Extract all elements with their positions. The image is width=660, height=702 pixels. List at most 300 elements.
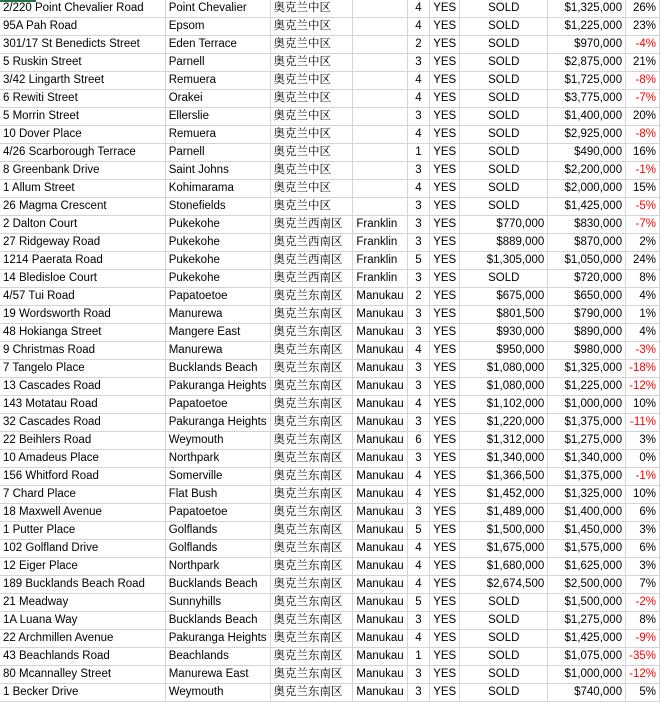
bedrooms-cell[interactable]: 3 [407,450,429,468]
address-cell[interactable]: 4/57 Tui Road [0,288,165,306]
region-cell[interactable]: 奥克兰东南区 [270,486,353,504]
suburb-cell[interactable]: Epsom [165,18,270,36]
address-cell[interactable]: 13 Cascades Road [0,378,165,396]
sold-price-cell[interactable]: $790,000 [548,306,626,324]
district-cell[interactable]: Franklin [353,216,407,234]
district-cell[interactable]: Manukau [353,432,407,450]
address-cell[interactable]: 21 Meadway [0,594,165,612]
sold-price-cell[interactable]: $1,325,000 [548,0,626,18]
table-row[interactable] [0,54,660,72]
percent-cell[interactable]: -4% [626,36,660,54]
yes-cell[interactable]: YES [430,414,460,432]
sold-price-cell[interactable]: $1,500,000 [548,594,626,612]
price-cell[interactable]: $1,452,000 [460,486,548,504]
district-cell[interactable]: Manukau [353,504,407,522]
sold-price-cell[interactable]: $1,275,000 [548,432,626,450]
price-cell[interactable]: SOLD [460,198,548,216]
price-cell[interactable]: $1,366,500 [460,468,548,486]
sold-price-cell[interactable]: $1,375,000 [548,468,626,486]
price-cell[interactable]: SOLD [460,72,548,90]
table-row[interactable] [0,522,660,540]
district-cell[interactable] [353,18,407,36]
address-cell[interactable]: 10 Dover Place [0,126,165,144]
suburb-cell[interactable]: Bucklands Beach [165,612,270,630]
district-cell[interactable]: Manukau [353,576,407,594]
percent-cell[interactable]: -7% [626,90,660,108]
yes-cell[interactable]: YES [430,648,460,666]
bedrooms-cell[interactable]: 4 [407,180,429,198]
suburb-cell[interactable]: Remuera [165,126,270,144]
sold-price-cell[interactable]: $720,000 [548,270,626,288]
address-cell[interactable]: 18 Maxwell Avenue [0,504,165,522]
suburb-cell[interactable]: Manurewa [165,342,270,360]
suburb-cell[interactable]: Manurewa [165,306,270,324]
bedrooms-cell[interactable]: 4 [407,342,429,360]
bedrooms-cell[interactable]: 4 [407,540,429,558]
table-row[interactable] [0,648,660,666]
sold-price-cell[interactable]: $1,075,000 [548,648,626,666]
suburb-cell[interactable]: Northpark [165,450,270,468]
yes-cell[interactable]: YES [430,216,460,234]
suburb-cell[interactable]: Ellerslie [165,108,270,126]
sold-price-cell[interactable]: $1,000,000 [548,396,626,414]
table-row[interactable] [0,234,660,252]
bedrooms-cell[interactable]: 4 [407,630,429,648]
suburb-cell[interactable]: Sunnyhills [165,594,270,612]
price-cell[interactable]: $770,000 [460,216,548,234]
yes-cell[interactable]: YES [430,306,460,324]
suburb-cell[interactable]: Weymouth [165,432,270,450]
sold-price-cell[interactable]: $980,000 [548,342,626,360]
address-cell[interactable]: 32 Cascades Road [0,414,165,432]
region-cell[interactable]: 奥克兰东南区 [270,378,353,396]
table-row[interactable] [0,468,660,486]
region-cell[interactable]: 奥克兰东南区 [270,432,353,450]
region-cell[interactable]: 奥克兰东南区 [270,612,353,630]
district-cell[interactable] [353,108,407,126]
region-cell[interactable]: 奥克兰东南区 [270,594,353,612]
table-row[interactable] [0,684,660,702]
percent-cell[interactable]: 23% [626,18,660,36]
table-row[interactable] [0,450,660,468]
district-cell[interactable]: Manukau [353,540,407,558]
table-row[interactable] [0,396,660,414]
sold-price-cell[interactable]: $2,500,000 [548,576,626,594]
suburb-cell[interactable]: Mangere East [165,324,270,342]
yes-cell[interactable]: YES [430,324,460,342]
bedrooms-cell[interactable]: 3 [407,414,429,432]
sold-price-cell[interactable]: $1,400,000 [548,108,626,126]
region-cell[interactable]: 奥克兰中区 [270,18,353,36]
table-row[interactable] [0,414,660,432]
suburb-cell[interactable]: Parnell [165,144,270,162]
yes-cell[interactable]: YES [430,486,460,504]
region-cell[interactable]: 奥克兰东南区 [270,504,353,522]
sold-price-cell[interactable]: $1,275,000 [548,612,626,630]
table-row[interactable] [0,342,660,360]
district-cell[interactable]: Manukau [353,414,407,432]
price-cell[interactable]: SOLD [460,612,548,630]
table-row[interactable] [0,630,660,648]
percent-cell[interactable]: 20% [626,108,660,126]
suburb-cell[interactable]: Kohimarama [165,180,270,198]
table-row[interactable] [0,324,660,342]
suburb-cell[interactable]: Pukekohe [165,252,270,270]
percent-cell[interactable]: 26% [626,0,660,18]
percent-cell[interactable]: 6% [626,504,660,522]
district-cell[interactable]: Franklin [353,252,407,270]
percent-cell[interactable]: -18% [626,360,660,378]
percent-cell[interactable]: -12% [626,666,660,684]
price-cell[interactable]: SOLD [460,126,548,144]
percent-cell[interactable]: 15% [626,180,660,198]
suburb-cell[interactable]: Pukekohe [165,234,270,252]
percent-cell[interactable]: 8% [626,612,660,630]
suburb-cell[interactable]: Bucklands Beach [165,360,270,378]
suburb-cell[interactable]: Pakuranga Heights [165,378,270,396]
table-row[interactable] [0,288,660,306]
sold-price-cell[interactable]: $1,000,000 [548,666,626,684]
address-cell[interactable]: 2 Dalton Court [0,216,165,234]
yes-cell[interactable]: YES [430,522,460,540]
address-cell[interactable]: 14 Bledisloe Court [0,270,165,288]
region-cell[interactable]: 奥克兰东南区 [270,468,353,486]
yes-cell[interactable]: YES [430,0,460,18]
percent-cell[interactable]: -3% [626,342,660,360]
sold-price-cell[interactable]: $1,575,000 [548,540,626,558]
table-row[interactable] [0,90,660,108]
district-cell[interactable]: Franklin [353,234,407,252]
bedrooms-cell[interactable]: 3 [407,504,429,522]
sold-price-cell[interactable]: $1,450,000 [548,522,626,540]
table-row[interactable] [0,432,660,450]
bedrooms-cell[interactable]: 4 [407,486,429,504]
suburb-cell[interactable]: Pukekohe [165,270,270,288]
address-cell[interactable]: 5 Ruskin Street [0,54,165,72]
address-cell[interactable]: 9 Christmas Road [0,342,165,360]
percent-cell[interactable]: -1% [626,162,660,180]
address-cell[interactable]: 102 Golfland Drive [0,540,165,558]
region-cell[interactable]: 奥克兰中区 [270,162,353,180]
region-cell[interactable]: 奥克兰中区 [270,90,353,108]
sold-price-cell[interactable]: $740,000 [548,684,626,702]
district-cell[interactable]: Manukau [353,468,407,486]
bedrooms-cell[interactable]: 3 [407,324,429,342]
district-cell[interactable] [353,0,407,18]
suburb-cell[interactable]: Beachlands [165,648,270,666]
suburb-cell[interactable]: Flat Bush [165,486,270,504]
yes-cell[interactable]: YES [430,450,460,468]
bedrooms-cell[interactable]: 5 [407,522,429,540]
district-cell[interactable] [353,162,407,180]
sold-price-cell[interactable]: $1,425,000 [548,630,626,648]
address-cell[interactable]: 19 Wordsworth Road [0,306,165,324]
bedrooms-cell[interactable]: 1 [407,144,429,162]
suburb-cell[interactable]: Pakuranga Heights [165,630,270,648]
district-cell[interactable]: Manukau [353,666,407,684]
suburb-cell[interactable]: Pukekohe [165,216,270,234]
table-row[interactable] [0,0,660,18]
district-cell[interactable] [353,90,407,108]
yes-cell[interactable]: YES [430,666,460,684]
table-row[interactable] [0,36,660,54]
yes-cell[interactable]: YES [430,540,460,558]
bedrooms-cell[interactable]: 3 [407,216,429,234]
price-cell[interactable]: $1,675,000 [460,540,548,558]
district-cell[interactable]: Manukau [353,378,407,396]
bedrooms-cell[interactable]: 4 [407,396,429,414]
region-cell[interactable]: 奥克兰中区 [270,180,353,198]
suburb-cell[interactable]: Remuera [165,72,270,90]
bedrooms-cell[interactable]: 3 [407,306,429,324]
bedrooms-cell[interactable]: 5 [407,594,429,612]
sold-price-cell[interactable]: $1,050,000 [548,252,626,270]
yes-cell[interactable]: YES [430,288,460,306]
percent-cell[interactable]: -35% [626,648,660,666]
district-cell[interactable]: Manukau [353,306,407,324]
price-cell[interactable]: SOLD [460,270,548,288]
yes-cell[interactable]: YES [430,360,460,378]
district-cell[interactable] [353,126,407,144]
suburb-cell[interactable]: Parnell [165,54,270,72]
bedrooms-cell[interactable]: 4 [407,576,429,594]
yes-cell[interactable]: YES [430,180,460,198]
sold-price-cell[interactable]: $1,375,000 [548,414,626,432]
price-cell[interactable]: SOLD [460,684,548,702]
price-cell[interactable]: SOLD [460,144,548,162]
price-cell[interactable]: $930,000 [460,324,548,342]
percent-cell[interactable]: -5% [626,198,660,216]
price-cell[interactable]: $950,000 [460,342,548,360]
suburb-cell[interactable]: Golflands [165,522,270,540]
suburb-cell[interactable]: Northpark [165,558,270,576]
bedrooms-cell[interactable]: 3 [407,108,429,126]
percent-cell[interactable]: 0% [626,450,660,468]
region-cell[interactable]: 奥克兰东南区 [270,288,353,306]
price-cell[interactable]: SOLD [460,0,548,18]
region-cell[interactable]: 奥克兰东南区 [270,360,353,378]
bedrooms-cell[interactable]: 3 [407,666,429,684]
price-cell[interactable]: $889,000 [460,234,548,252]
percent-cell[interactable]: -8% [626,72,660,90]
percent-cell[interactable]: 5% [626,684,660,702]
yes-cell[interactable]: YES [430,234,460,252]
address-cell[interactable]: 7 Chard Place [0,486,165,504]
table-row[interactable] [0,576,660,594]
region-cell[interactable]: 奥克兰中区 [270,54,353,72]
region-cell[interactable]: 奥克兰东南区 [270,558,353,576]
price-cell[interactable]: SOLD [460,54,548,72]
address-cell[interactable]: 95A Pah Road [0,18,165,36]
price-cell[interactable]: SOLD [460,90,548,108]
table-row[interactable] [0,360,660,378]
address-cell[interactable]: 1A Luana Way [0,612,165,630]
table-row[interactable] [0,612,660,630]
bedrooms-cell[interactable]: 3 [407,270,429,288]
table-row[interactable] [0,180,660,198]
percent-cell[interactable]: 16% [626,144,660,162]
percent-cell[interactable]: 3% [626,558,660,576]
percent-cell[interactable]: 7% [626,576,660,594]
sold-price-cell[interactable]: $1,325,000 [548,360,626,378]
percent-cell[interactable]: 8% [626,270,660,288]
suburb-cell[interactable]: Papatoetoe [165,288,270,306]
table-row[interactable] [0,306,660,324]
price-cell[interactable]: SOLD [460,108,548,126]
suburb-cell[interactable]: Eden Terrace [165,36,270,54]
price-cell[interactable]: SOLD [460,594,548,612]
region-cell[interactable]: 奥克兰东南区 [270,522,353,540]
yes-cell[interactable]: YES [430,144,460,162]
region-cell[interactable]: 奥克兰中区 [270,0,353,18]
region-cell[interactable]: 奥克兰中区 [270,72,353,90]
district-cell[interactable]: Manukau [353,684,407,702]
table-row[interactable] [0,486,660,504]
table-row[interactable] [0,378,660,396]
table-row[interactable] [0,594,660,612]
yes-cell[interactable]: YES [430,54,460,72]
percent-cell[interactable]: 10% [626,396,660,414]
bedrooms-cell[interactable]: 1 [407,648,429,666]
sold-price-cell[interactable]: $650,000 [548,288,626,306]
region-cell[interactable]: 奥克兰东南区 [270,684,353,702]
yes-cell[interactable]: YES [430,594,460,612]
percent-cell[interactable]: 3% [626,432,660,450]
address-cell[interactable]: 8 Greenbank Drive [0,162,165,180]
region-cell[interactable]: 奥克兰东南区 [270,396,353,414]
bedrooms-cell[interactable]: 3 [407,162,429,180]
district-cell[interactable]: Manukau [353,396,407,414]
address-cell[interactable]: 22 Beihlers Road [0,432,165,450]
sold-price-cell[interactable]: $890,000 [548,324,626,342]
yes-cell[interactable]: YES [430,576,460,594]
price-cell[interactable]: $801,500 [460,306,548,324]
address-cell[interactable]: 1 Allum Street [0,180,165,198]
percent-cell[interactable]: 24% [626,252,660,270]
sold-price-cell[interactable]: $2,875,000 [548,54,626,72]
yes-cell[interactable]: YES [430,612,460,630]
percent-cell[interactable]: -8% [626,126,660,144]
price-cell[interactable]: SOLD [460,36,548,54]
table-row[interactable] [0,162,660,180]
region-cell[interactable]: 奥克兰东南区 [270,414,353,432]
price-cell[interactable]: $1,489,000 [460,504,548,522]
percent-cell[interactable]: 21% [626,54,660,72]
bedrooms-cell[interactable]: 3 [407,612,429,630]
district-cell[interactable]: Manukau [353,342,407,360]
yes-cell[interactable]: YES [430,396,460,414]
yes-cell[interactable]: YES [430,108,460,126]
percent-cell[interactable]: -11% [626,414,660,432]
address-cell[interactable]: 1214 Paerata Road [0,252,165,270]
percent-cell[interactable]: -1% [626,468,660,486]
table-row[interactable] [0,540,660,558]
price-cell[interactable]: $2,674,500 [460,576,548,594]
district-cell[interactable]: Manukau [353,486,407,504]
sold-price-cell[interactable]: $1,725,000 [548,72,626,90]
suburb-cell[interactable]: Weymouth [165,684,270,702]
district-cell[interactable]: Franklin [353,270,407,288]
yes-cell[interactable]: YES [430,558,460,576]
district-cell[interactable]: Manukau [353,522,407,540]
sold-price-cell[interactable]: $1,325,000 [548,486,626,504]
bedrooms-cell[interactable]: 2 [407,288,429,306]
table-row[interactable] [0,270,660,288]
yes-cell[interactable]: YES [430,504,460,522]
district-cell[interactable] [353,54,407,72]
price-cell[interactable]: SOLD [460,162,548,180]
address-cell[interactable]: 1 Putter Place [0,522,165,540]
address-cell[interactable]: 10 Amadeus Place [0,450,165,468]
bedrooms-cell[interactable]: 4 [407,558,429,576]
yes-cell[interactable]: YES [430,684,460,702]
district-cell[interactable] [353,72,407,90]
percent-cell[interactable]: 4% [626,288,660,306]
percent-cell[interactable]: 2% [626,234,660,252]
district-cell[interactable] [353,144,407,162]
district-cell[interactable] [353,36,407,54]
address-cell[interactable]: 80 Mcannalley Street [0,666,165,684]
percent-cell[interactable]: 4% [626,324,660,342]
percent-cell[interactable]: 6% [626,540,660,558]
price-cell[interactable]: $1,102,000 [460,396,548,414]
region-cell[interactable]: 奥克兰西南区 [270,216,353,234]
suburb-cell[interactable]: Saint Johns [165,162,270,180]
region-cell[interactable]: 奥克兰东南区 [270,630,353,648]
district-cell[interactable]: Manukau [353,450,407,468]
address-cell[interactable]: 43 Beachlands Road [0,648,165,666]
district-cell[interactable] [353,198,407,216]
district-cell[interactable]: Manukau [353,324,407,342]
price-cell[interactable]: $1,500,000 [460,522,548,540]
region-cell[interactable]: 奥克兰东南区 [270,648,353,666]
price-cell[interactable]: $1,220,000 [460,414,548,432]
yes-cell[interactable]: YES [430,18,460,36]
yes-cell[interactable]: YES [430,90,460,108]
bedrooms-cell[interactable]: 5 [407,252,429,270]
price-cell[interactable]: $675,000 [460,288,548,306]
bedrooms-cell[interactable]: 2 [407,36,429,54]
region-cell[interactable]: 奥克兰中区 [270,36,353,54]
table-row[interactable] [0,216,660,234]
region-cell[interactable]: 奥克兰中区 [270,198,353,216]
region-cell[interactable]: 奥克兰西南区 [270,234,353,252]
percent-cell[interactable]: -7% [626,216,660,234]
yes-cell[interactable]: YES [430,468,460,486]
price-cell[interactable]: $1,080,000 [460,378,548,396]
suburb-cell[interactable]: Point Chevalier [165,0,270,18]
suburb-cell[interactable]: Papatoetoe [165,504,270,522]
sold-price-cell[interactable]: $490,000 [548,144,626,162]
region-cell[interactable]: 奥克兰中区 [270,108,353,126]
price-cell[interactable]: SOLD [460,666,548,684]
price-cell[interactable]: SOLD [460,630,548,648]
district-cell[interactable]: Manukau [353,288,407,306]
bedrooms-cell[interactable]: 3 [407,198,429,216]
bedrooms-cell[interactable]: 6 [407,432,429,450]
bedrooms-cell[interactable]: 4 [407,126,429,144]
suburb-cell[interactable]: Golflands [165,540,270,558]
percent-cell[interactable]: 1% [626,306,660,324]
yes-cell[interactable]: YES [430,342,460,360]
table-row[interactable] [0,144,660,162]
address-cell[interactable]: 2/220 Point Chevalier Road [0,0,165,18]
table-row[interactable] [0,558,660,576]
region-cell[interactable]: 奥克兰中区 [270,126,353,144]
bedrooms-cell[interactable]: 4 [407,90,429,108]
table-row[interactable] [0,666,660,684]
district-cell[interactable]: Manukau [353,648,407,666]
